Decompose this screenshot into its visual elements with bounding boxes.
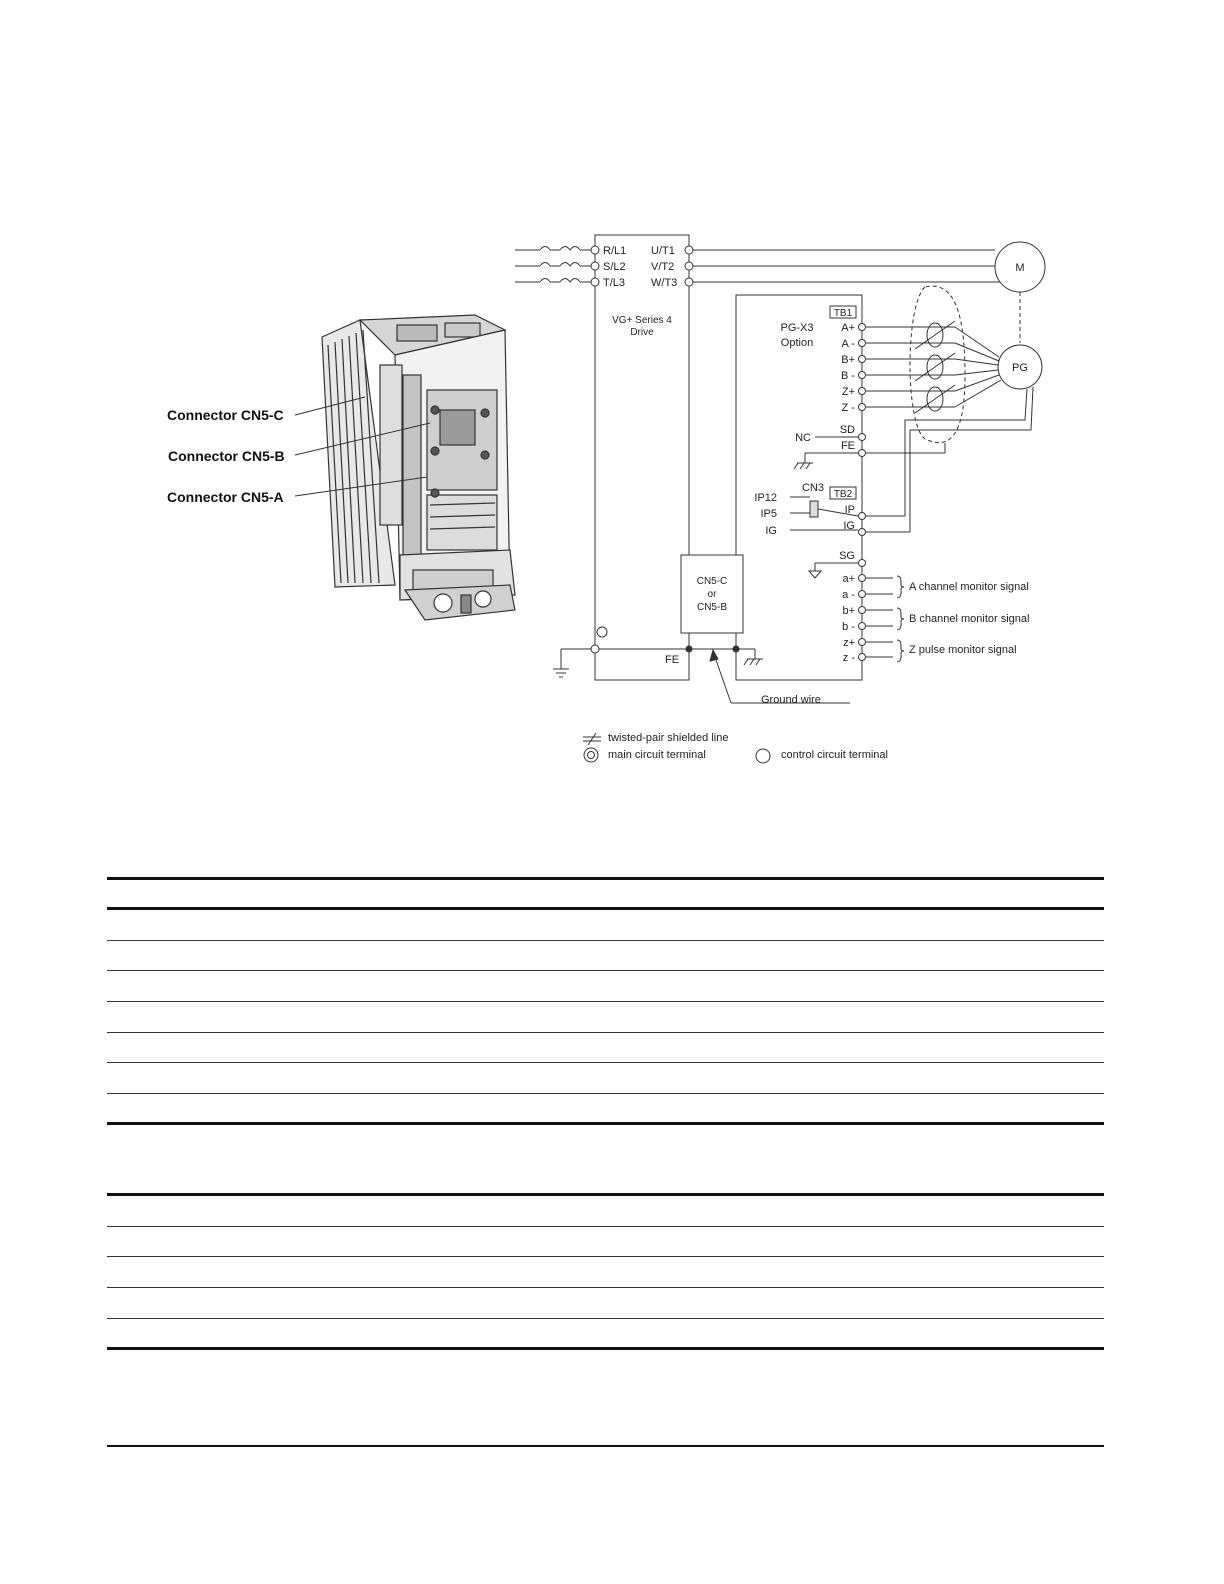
- table-rule: [107, 1093, 1104, 1094]
- input-terminal-label: S/L2: [603, 261, 626, 273]
- tb2-label: TB2: [833, 489, 853, 500]
- monitor-signal-label: B channel monitor signal: [909, 613, 1030, 625]
- legend-shielded: twisted-pair shielded line: [608, 732, 729, 744]
- output-terminal-label: V/T2: [651, 261, 675, 273]
- drive-box: [595, 235, 689, 680]
- encoder-wires: [866, 286, 1033, 532]
- table-rule: [107, 970, 1104, 971]
- table-rule: [107, 1256, 1104, 1257]
- tb1-terminal-label: A+: [841, 322, 855, 334]
- table-rule: [107, 1193, 1104, 1196]
- callout-cn5c: Connector CN5-C: [167, 407, 284, 423]
- callout-cn5a: Connector CN5-A: [167, 489, 284, 505]
- option-fe-label: FE: [840, 440, 855, 452]
- monitor-terminal-label: a -: [842, 589, 855, 601]
- sg-label: SG: [839, 550, 855, 562]
- ip-label: IP: [844, 504, 855, 516]
- drive-fe-label: FE: [665, 654, 680, 666]
- tb1-terminal-label: A -: [841, 338, 855, 350]
- ig-label: IG: [843, 520, 855, 532]
- output-terminal-label: W/T3: [651, 277, 678, 289]
- legend-control-terminal: control circuit terminal: [781, 749, 888, 761]
- encoder-label: PG: [1012, 362, 1028, 374]
- table-rule: [107, 877, 1104, 880]
- cn5-label: CN5-C: [696, 576, 728, 587]
- cn5-label: CN5-B: [696, 602, 728, 613]
- table-rule: [107, 1032, 1104, 1033]
- legend-main-terminal: main circuit terminal: [608, 749, 706, 761]
- option-name: PG-X3: [780, 322, 814, 334]
- monitor-terminal-label: z -: [842, 652, 855, 664]
- callout-cn5b: Connector CN5-B: [168, 448, 285, 464]
- table-rule: [107, 1062, 1104, 1063]
- table-rule: [107, 1226, 1104, 1227]
- ip12-label: IP12: [754, 492, 777, 504]
- monitor-signal-label: A channel monitor signal: [909, 581, 1029, 593]
- table-rule: [107, 1122, 1104, 1125]
- input-power-lines: [515, 247, 591, 283]
- drive-title: Drive: [630, 327, 654, 338]
- table-rule: [107, 1347, 1104, 1350]
- drive-illustration: [322, 315, 515, 620]
- tb1-label: TB1: [833, 308, 853, 319]
- cn5-label: or: [707, 589, 717, 600]
- ip5-label: IP5: [760, 508, 777, 520]
- option-name: Option: [780, 337, 814, 349]
- monitor-outputs: [866, 576, 904, 662]
- sd-label: SD: [839, 424, 855, 436]
- tb1-terminal-label: B -: [840, 370, 855, 382]
- monitor-terminal-label: z+: [843, 637, 855, 649]
- table-rule: [107, 1001, 1104, 1002]
- ig-left-label: IG: [765, 525, 777, 537]
- tb1-terminal-label: Z -: [841, 402, 855, 414]
- table-rule: [107, 1287, 1104, 1288]
- monitor-terminal-label: b -: [842, 621, 855, 633]
- output-terminal-label: U/T1: [651, 245, 675, 257]
- wiring-diagram: [165, 225, 1065, 770]
- monitor-signal-label: Z pulse monitor signal: [909, 644, 1017, 656]
- footer-rule: [107, 1445, 1104, 1447]
- ground-wire-label: Ground wire: [761, 694, 821, 706]
- motor-lines: [693, 250, 1005, 282]
- monitor-terminal-label: a+: [842, 573, 855, 585]
- nc-label: NC: [795, 432, 811, 444]
- motor-label: M: [1015, 262, 1025, 274]
- drive-title: VG+ Series 4: [612, 315, 672, 326]
- table-rule: [107, 1318, 1104, 1319]
- monitor-terminal-label: b+: [842, 605, 855, 617]
- wiring-figure: [165, 225, 1065, 770]
- tb1-terminal-label: Z+: [841, 386, 855, 398]
- cn3-label: CN3: [801, 482, 825, 494]
- input-terminal-label: R/L1: [603, 245, 627, 257]
- tb1-terminal-label: B+: [841, 354, 855, 366]
- table-rule: [107, 940, 1104, 941]
- table-rule: [107, 907, 1104, 910]
- input-terminal-label: T/L3: [603, 277, 626, 289]
